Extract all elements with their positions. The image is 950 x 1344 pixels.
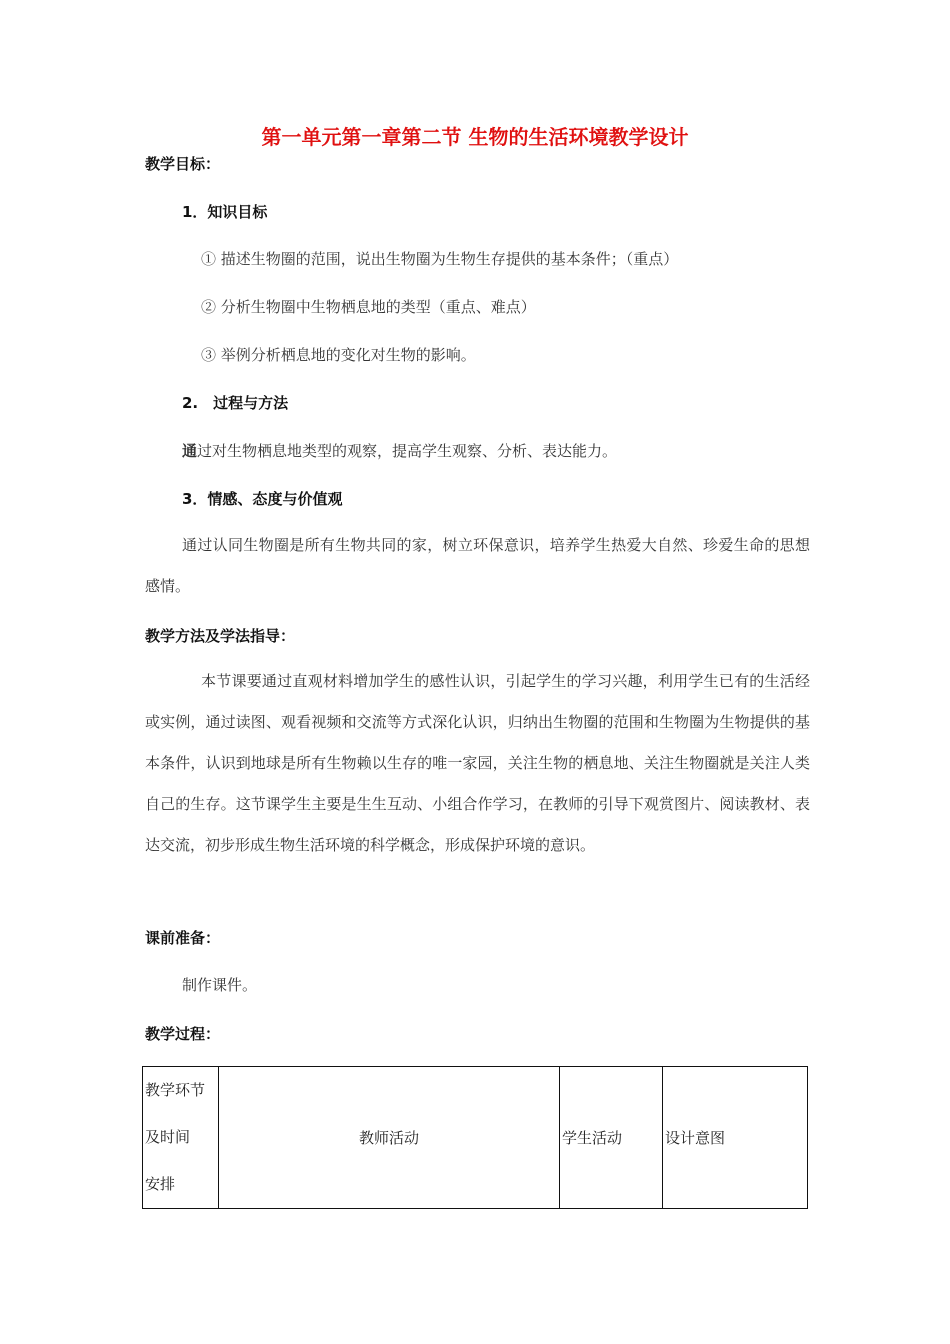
header-stage-line: 安排 [145,1175,176,1193]
process-method-heading: 2. 过程与方法 [182,394,289,412]
preparation-text: 制作课件。 [182,976,258,994]
procedure-table [142,1066,808,1209]
emotion-goals-text: 通过认同生物圈是所有生物共同的家，树立环保意识，培养学生热爱大自然、珍爱生命的思想感情。 [145,536,810,595]
methods-text: 本节课要通过直观材料增加学生的感性认识，引起学生的学习兴趣，利用学生已有的生活经或实例，通过读图、观看视频和交流等方式深化认识，归纳出生物圈的范围和生物圈为生物提供的基本条件，认识到地球是所有生物赖以生存的唯一家园，关注生物的栖息地、关注生物圈就是关注人类自己的生存。这节课学生主要是生生互动、小组合作学习，在教师的引导下观赏图片、阅读教材、表达交流，初步形成生物生活环境的科学概念，形成保护环境的意识。 [145,672,810,854]
procedure-heading: 教学过程： [145,1025,221,1043]
header-cell-student: 学生活动 [560,1067,663,1209]
knowledge-goal-item: ③ 举例分析栖息地的变化对生物的影响。 [201,346,476,364]
header-cell-intent: 设计意图 [663,1067,808,1209]
header-stage-line: 及时间 [145,1128,191,1146]
knowledge-goals-heading: 1．知识目标 [182,203,268,221]
process-method-text [182,440,617,461]
preparation-heading: 课前准备： [145,929,221,947]
header-cell-teacher: 教师活动 [219,1067,560,1209]
methods-heading: 教学方法及学法指导： [145,627,296,645]
objectives-heading: 教学目标： [145,155,221,173]
header-stage-line: 教学环节 [145,1081,206,1099]
knowledge-goal-item: ② 分析生物圈中生物栖息地的类型（重点、难点） [201,298,536,316]
header-cell-stage [143,1067,219,1209]
process-lead-char: 通 [182,442,198,460]
table-header-row [143,1067,808,1209]
process-text-body: 过对生物栖息地类型的观察，提高学生观察、分析、表达能力。 [197,442,618,460]
document-title: 第一单元第一章第二节 生物的生活环境教学设计 [261,125,689,149]
emotion-goals-heading: 3．情感、态度与价值观 [182,490,343,508]
knowledge-goal-item: ① 描述生物圈的范围，说出生物圈为生物生存提供的基本条件；（重点） [201,250,679,268]
